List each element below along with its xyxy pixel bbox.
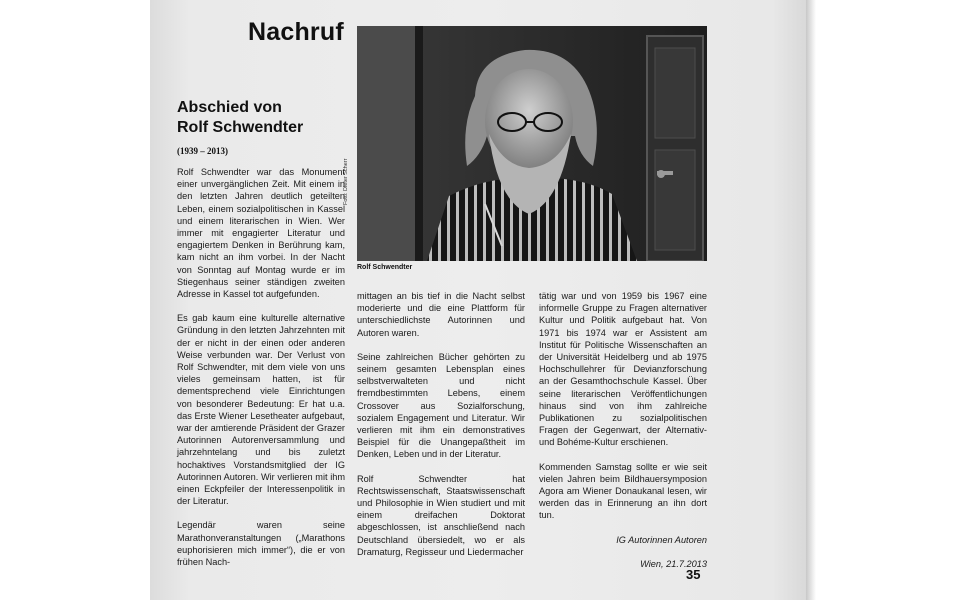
paragraph: tätig war und von 1959 bis 1967 eine informelle Gruppe zu Fragen alternativer Kultur und Politik aufgebaut hat. Von 1971 bis 1974 war er Assistent am Institut für Politische Wissenschaften an der Universität Heidelberg und ab 1975 Hochschullehrer für Devianzforschung an der Gesamthochschule Kassel. Über seine literarischen Veröffentlichungen hinaus sind von ihm zahlreiche Publikationen zu sozialpolitischen Fragen der Gegenwart, der Alternativ- und Bohéme-Kultur erschienen. [539, 291, 707, 448]
portrait-illustration [357, 26, 707, 261]
text-column-3 [539, 290, 707, 582]
paragraph: Kommenden Samstag sollte er wie seit vielen Jahren beim Bildhauersymposion Agora am Wiener Donaukanal lesen, wir werden das in Erinnerung an ihn dort tun. [539, 461, 707, 521]
page-number: 35 [686, 567, 701, 582]
article-title-line-2: Rolf Schwendter [177, 119, 304, 136]
page-edge-shadow [806, 0, 816, 600]
paragraph: Seine zahlreichen Bücher gehörten zu seinem gesamten Lebensplan eines selbstverwalteten und nicht fremdbestimmten Lebens, einem Crossover aus Sozialforschung, sozialem Engagement und Literatur. Wir verlieren mit ihm ein demonstratives Beispiel für die Unangepaßtheit im Denken, Leben und in der Literatur. [357, 351, 525, 460]
photo-credit: Foto: Dieter Scherr [343, 158, 349, 205]
article-title-line-1: Abschied von [177, 99, 282, 116]
text-column-2 [357, 290, 525, 570]
photo-caption: Rolf Schwendter [357, 264, 413, 271]
signature-place-date: Wien, 21.7.2013 [640, 558, 707, 569]
paragraph: mittagen an bis tief in die Nacht selbst moderierte und die eine Plattform für unterschiedlichste Autorinnen und Autoren waren. [357, 291, 525, 338]
text-column-1 [177, 166, 345, 580]
paragraph: Legendär waren seine Marathonveranstaltungen („Marathons euphorisieren mich immer“), die er von frühen Nach- [177, 520, 345, 568]
life-years: (1939 – 2013) [177, 146, 228, 156]
paragraph: Es gab kaum eine kulturelle alternative Gründung in den letzten Jahrzehnten mit der er nicht in der einen oder anderen Weise verbunden war. Der Verlust von Rolf Schwendter, mit dem viele von uns vieles gemeinsam hatten, ist für dementsprechend viele Einrichtungen von besonderer Bedeutung: Er hat u.a. das Erste Wiener Lesetheater aufgebaut, war der amtierende Präsident der Grazer Autorinnen Autorenversammlung und jahrzehntelang und bis zuletzt hochaktives Vorstandsmitglied der IG Autorinnen Autoren. Wir verlieren mit ihm einen Eckpfeiler der Interessenpolitik in der Literatur. [177, 313, 345, 507]
paragraph: Rolf Schwendter war das Monument einer unvergänglichen Zeit. Mit einem in den letzten Jahren deutlich geteilten Leben, einem sozialpolitischen in Kassel und einem literarischen in Wien. Wer immer mit engagierter Literatur und engagiertem Denken in Berührung kam, kam nicht an ihm vorbei. In der Nacht von Sonntag auf Montag wurde er im Stiegenhaus seiner ständigen zweiten Adresse in Kassel tot aufgefunden. [177, 167, 345, 300]
portrait-photo [357, 26, 707, 261]
article-title [177, 98, 347, 138]
section-heading: Nachruf [248, 18, 344, 46]
paragraph: Rolf Schwendter hat Rechtswissenschaft, Staatswissenschaft und Philosophie in Wien studiert und mit einem dreifachen Doktorat abgeschlossen, ist anschließend nach Deutschland übersiedelt, wo er als Dramaturg, Regisseur und Liedermacher [357, 473, 525, 557]
signature-organization: IG Autorinnen Autoren [616, 534, 707, 545]
